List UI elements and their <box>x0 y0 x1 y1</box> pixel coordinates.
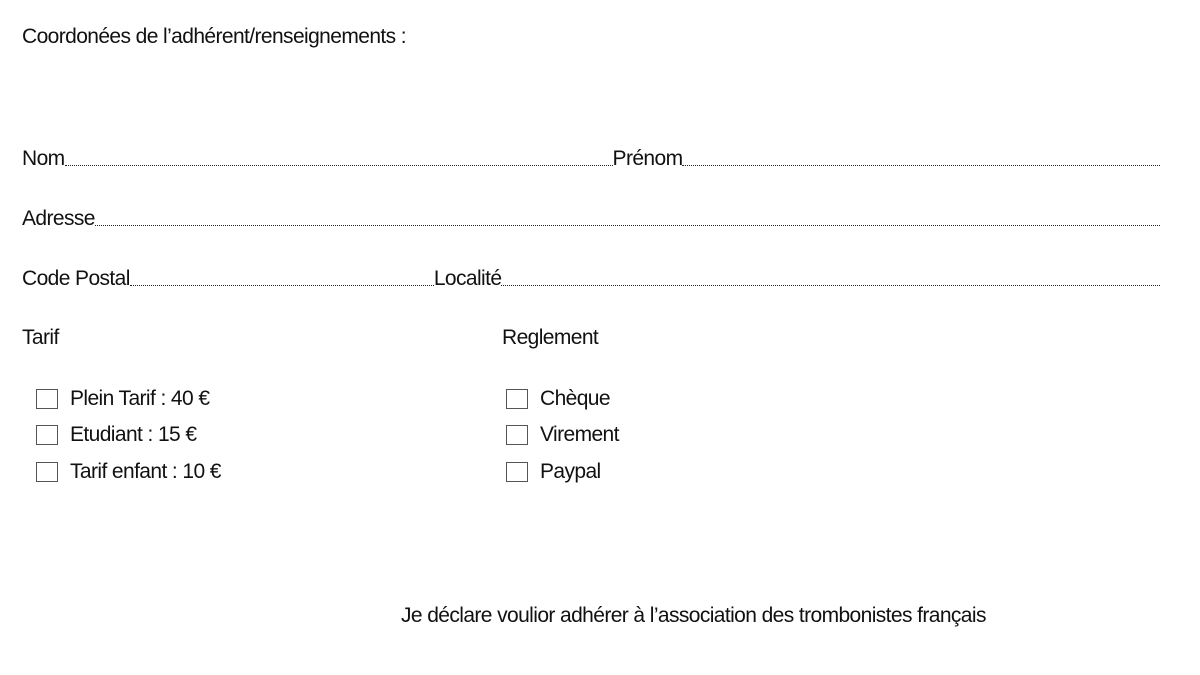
tarif-title: Tarif <box>22 326 59 349</box>
tarif-option-etudiant[interactable] <box>36 422 196 448</box>
tarif-option-plein[interactable] <box>36 386 209 412</box>
form-heading: Coordonées de l’adhérent/renseignements : <box>22 25 406 48</box>
adresse-field[interactable] <box>95 225 1160 226</box>
option-label: Chèque <box>540 387 610 410</box>
option-label: Paypal <box>540 460 601 483</box>
prenom-field[interactable] <box>682 165 1160 166</box>
reglement-title: Reglement <box>502 326 599 349</box>
option-label: Plein Tarif : 40 € <box>70 387 210 410</box>
reglement-option-virement[interactable] <box>506 422 619 448</box>
nom-label: Nom <box>22 147 65 170</box>
localite-label: Localité <box>433 267 502 290</box>
name-row <box>22 144 1160 172</box>
address-row <box>22 204 1160 232</box>
reglement-option-cheque[interactable] <box>506 386 610 412</box>
option-label: Etudiant : 15 € <box>70 423 197 446</box>
option-label: Tarif enfant : 10 € <box>70 460 221 483</box>
code-postal-label: Code Postal <box>22 267 130 290</box>
nom-field[interactable] <box>65 165 613 166</box>
prenom-label: Prénom <box>612 147 683 170</box>
checkbox[interactable] <box>506 389 528 409</box>
code-postal-field[interactable] <box>130 285 434 286</box>
tarif-option-enfant[interactable] <box>36 459 221 485</box>
checkbox[interactable] <box>506 425 528 445</box>
postal-row <box>22 264 1160 292</box>
option-label: Virement <box>540 423 619 446</box>
localite-field[interactable] <box>501 285 1160 286</box>
checkbox[interactable] <box>506 462 528 482</box>
adresse-label: Adresse <box>22 207 95 230</box>
checkbox[interactable] <box>36 425 58 445</box>
checkbox[interactable] <box>36 462 58 482</box>
declaration-text: Je déclare voulior adhérer à l’association des trombonistes français <box>401 604 986 627</box>
reglement-option-paypal[interactable] <box>506 459 601 485</box>
checkbox[interactable] <box>36 389 58 409</box>
